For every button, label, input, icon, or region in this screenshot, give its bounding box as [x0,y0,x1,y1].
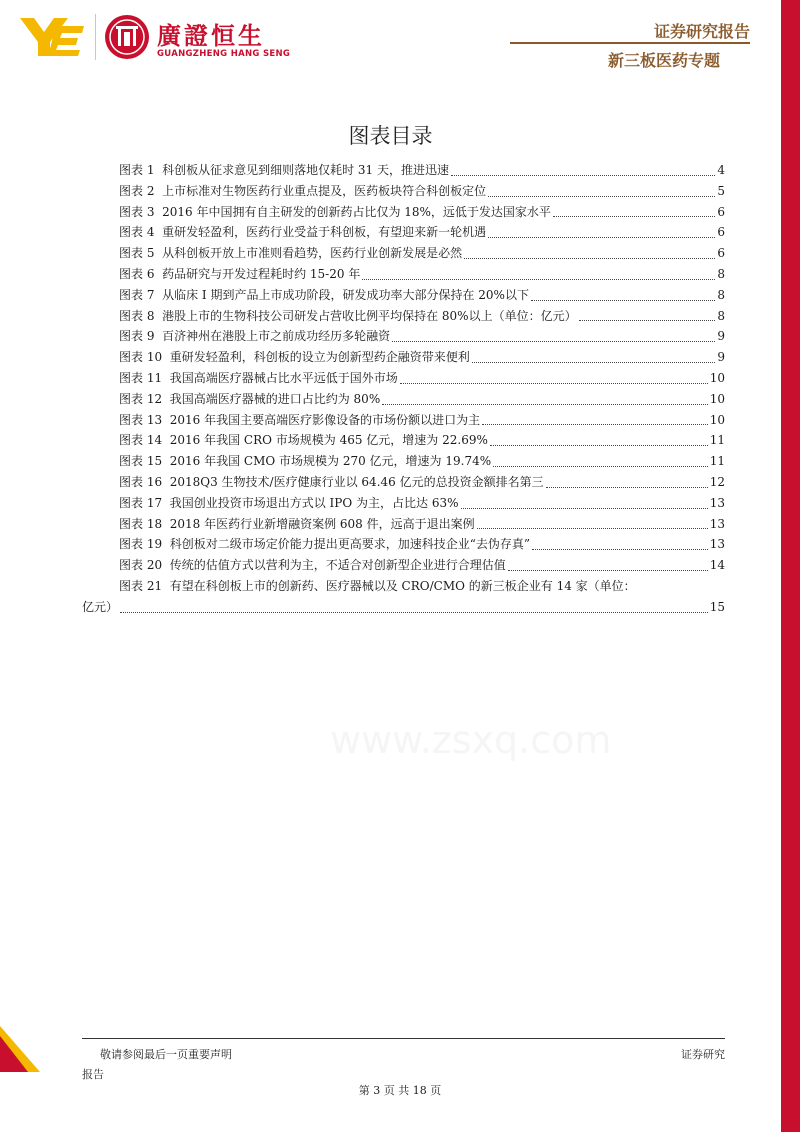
toc-leader [490,445,708,446]
toc-entry[interactable] [82,243,725,264]
toc-label: 图表 11 [119,370,163,385]
toc-text: 重研发轻盈利，医药行业受益于科创板，有望迎来新一轮机遇 [162,225,487,240]
toc-page: 6 [717,204,725,219]
report-type: 证券研究报告 [653,22,750,41]
toc-leader [531,300,715,301]
toc-entry[interactable] [82,285,725,306]
toc-entry[interactable] [82,306,725,327]
toc-text: 重研发轻盈利，科创板的设立为创新型药企融资带来便利 [169,350,470,365]
toc-leader [546,487,708,488]
toc-label: 图表 15 [119,454,163,469]
toc-label: 图表 4 [119,225,155,240]
toc-label: 图表 12 [119,391,163,406]
toc-text: 2018 年医药行业新增融资案例 608 件，远高于退出案例 [169,516,475,531]
toc-leader [482,424,708,425]
toc-entry[interactable] [82,430,725,451]
toc-leader [120,612,708,613]
toc-page: 10 [709,412,725,427]
toc-label: 图表 14 [119,433,163,448]
toc-label: 图表 20 [119,558,163,573]
toc-entry[interactable] [82,181,725,202]
footer-right-cont: 报告 [82,1068,104,1081]
toc-page: 13 [709,537,725,552]
toc-text: 药品研究与开发过程耗时约 15-20 年 [162,266,361,281]
toc-text: 我国高端医疗器械的进口占比约为 80% [169,391,381,406]
toc-text: 我国创业投资市场退出方式以 IPO 为主，占比达 63% [169,495,459,510]
company-name-cn: 廣證恒生 [157,22,265,50]
toc-text: 科创板从征求意见到细则落地仅耗时 31 天，推进迅速 [162,163,449,177]
toc-leader [488,196,715,197]
toc-label: 图表 2 [119,183,155,198]
toc-text: 我国高端医疗器械占比水平远低于国外市场 [169,370,398,385]
toc-leader [579,320,716,321]
toc-entry[interactable] [82,534,725,555]
toc-entry[interactable] [82,514,725,535]
toc-entry[interactable] [82,410,725,431]
toc-entry[interactable] [82,451,725,472]
toc-leader [392,341,715,342]
toc-page: 10 [709,391,725,406]
toc-text: 2016 年我国 CMO 市场规模为 270 亿元，增速为 19.74% [169,454,492,469]
toc-label: 图表 5 [119,246,155,261]
toc-label: 图表 18 [119,516,163,531]
toc-page: 6 [717,246,725,261]
toc-leader [400,383,708,384]
toc-leader [508,570,708,571]
toc-page: 12 [709,474,725,489]
toc-list [82,160,725,618]
toc-label: 图表 7 [119,287,155,302]
toc-label: 图表 6 [119,266,155,281]
toc-page: 5 [717,183,725,198]
toc-entry[interactable] [82,222,725,243]
toc-label: 图表 3 [119,204,155,219]
toc-text: 有望在科创板上市的创新药、医疗器械以及 CRO/CMO 的新三板企业有 14 家（单位： [169,578,636,593]
toc-label: 图表 1 [119,163,155,177]
company-name-en: GUANGZHENG HANG SENG [157,49,291,59]
report-topic: 新三板医药专题 [607,51,720,70]
toc-label: 图表 21 [119,578,163,593]
toc-entry[interactable] [82,493,725,514]
footer-right-text: 证券研究 [681,1048,725,1061]
toc-page: 10 [709,370,725,385]
toc-label: 图表 8 [119,308,155,323]
toc-page: 13 [709,516,725,531]
toc-leader [362,279,715,280]
toc-text: 2016 年我国 CRO 市场规模为 465 亿元，增速为 22.69% [169,433,488,448]
toc-label: 图表 13 [119,412,163,427]
toc-page: 6 [717,225,725,240]
gz-seal-icon [104,14,150,60]
toc-leader [382,404,707,405]
toc-page: 8 [717,308,725,323]
page-title: 图表目录 [348,124,433,148]
toc-text-cont: 亿元） [82,599,119,614]
toc-text: 港股上市的生物科技公司研发占营收比例平均保持在 80%以上（单位：亿元） [162,308,577,323]
toc-label: 图表 10 [119,350,163,365]
toc-text: 百济神州在港股上市之前成功经历多轮融资 [162,329,391,344]
toc-text: 2018Q3 生物技术/医疗健康行业以 64.46 亿元的总投资金额排名第三 [169,474,544,489]
toc-entry[interactable] [82,264,725,285]
toc-leader [488,237,715,238]
toc-leader [477,528,708,529]
toc-entry[interactable] [82,326,725,347]
watermark: www.zsxq.com [330,718,612,762]
toc-text: 上市标准对生物医药行业重点提及，医药板块符合科创板定位 [162,183,487,198]
toc-text: 科创板对二级市场定价能力提出更高要求，加速科技企业“去伪存真” [169,537,531,552]
toc-leader [461,508,708,509]
toc-page: 15 [709,599,725,614]
page-number: 第 3 页 共 18 页 [358,1084,442,1097]
toc-label: 图表 16 [119,474,163,489]
toc-page: 11 [709,433,725,448]
corner-triangle-icon [0,1026,40,1072]
logo-separator [95,14,96,60]
toc-entry[interactable] [82,368,725,389]
toc-page: 8 [717,287,725,302]
toc-label: 图表 9 [119,329,155,344]
toc-entry[interactable] [82,160,725,181]
toc-page: 11 [709,454,725,469]
toc-page: 9 [717,350,725,365]
toc-page: 14 [709,558,725,573]
toc-text: 2016 年中国拥有自主研发的创新药占比仅为 18%，远低于发达国家水平 [162,204,551,219]
toc-entry[interactable] [82,347,725,368]
toc-entry[interactable] [82,202,725,223]
toc-page: 9 [717,329,725,344]
toc-page: 4 [717,163,725,177]
right-accent-bar [781,0,800,1132]
toc-leader [472,362,716,363]
toc-page: 13 [709,495,725,510]
toc-entry[interactable] [82,472,725,493]
toc-entry[interactable] [82,576,725,618]
toc-page: 8 [717,266,725,281]
header-rule [510,42,750,44]
ye-logo-icon [20,14,84,60]
toc-text: 传统的估值方式以营利为主，不适合对创新型企业进行合理估值 [169,558,506,573]
toc-label: 图表 17 [119,495,163,510]
toc-leader [553,216,715,217]
toc-leader [451,175,715,176]
toc-leader [532,549,708,550]
toc-label: 图表 19 [119,537,163,552]
toc-text: 从科创板开放上市准则看趋势，医药行业创新发展是必然 [162,246,463,261]
toc-entry[interactable] [82,555,725,576]
toc-leader [493,466,708,467]
footer-rule [82,1038,725,1039]
footer-disclaimer: 敬请参阅最后一页重要声明 [100,1048,232,1061]
toc-text: 2016 年我国主要高端医疗影像设备的市场份额以进口为主 [169,412,481,427]
toc-entry[interactable] [82,389,725,410]
toc-leader [464,258,715,259]
toc-text: 从临床 I 期到产品上市成功阶段，研发成功率大部分保持在 20%以下 [162,287,529,302]
